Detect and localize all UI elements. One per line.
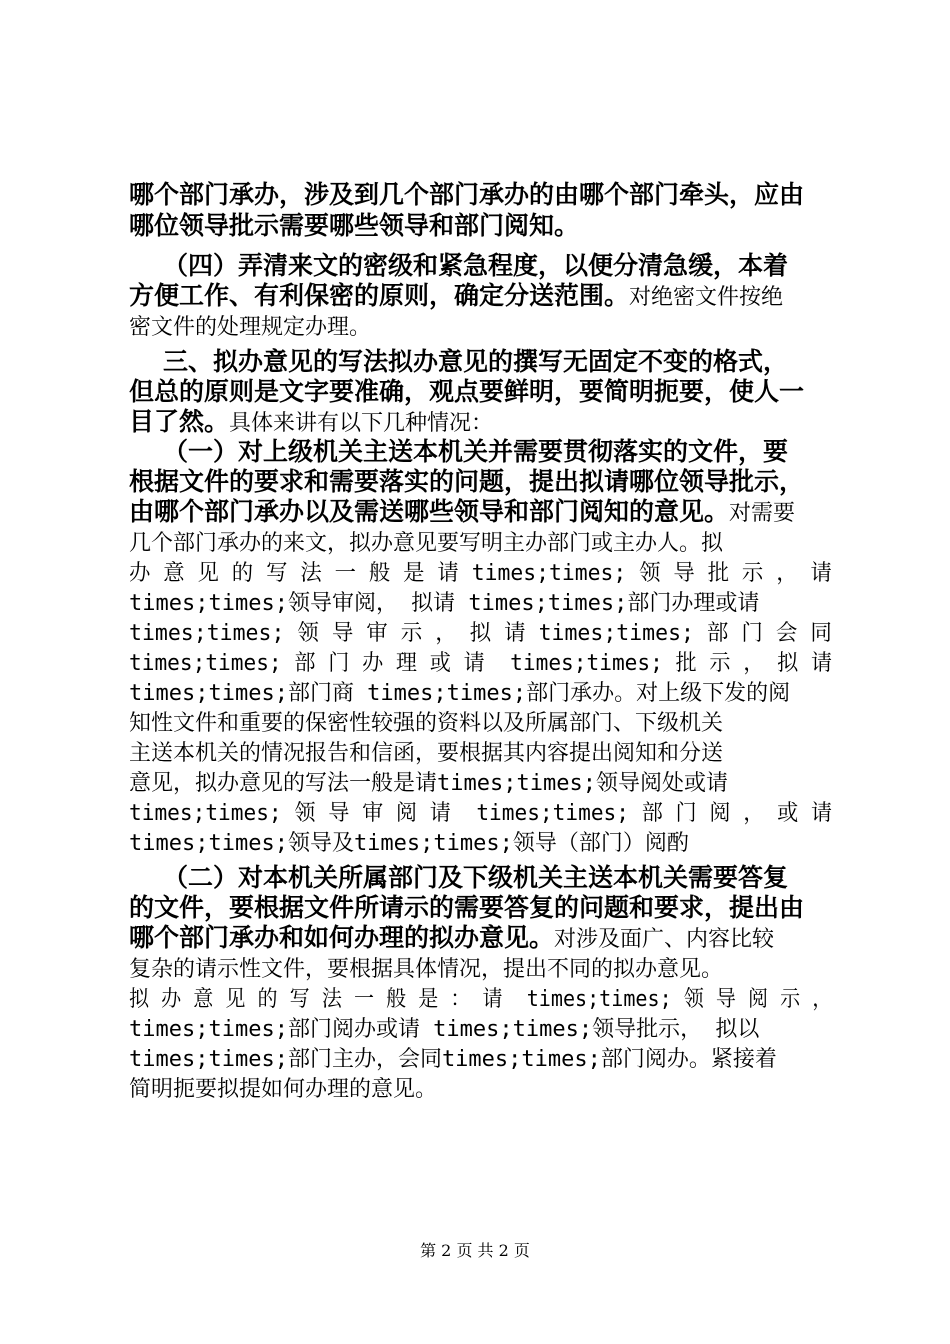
plain-text: times;times; 领 导 审 示 ， 拟 请 times;times; 部 门 会 同 [129, 621, 832, 646]
bold-text: 但总的原则是文字要准确，观点要鲜明，要简明扼要，使人一 [129, 377, 805, 406]
plain-text: times;times; 领 导 审 阅 请 times;times; 部 门 阅 ， 或 请 [129, 801, 833, 826]
plain-text: 主送本机关的情况报告和信函，要根据其内容提出阅知和分送 [129, 741, 724, 766]
text-line [129, 953, 723, 985]
text-line [129, 707, 723, 739]
bold-text: （一）对上级机关主送本机关并需要贯彻落实的文件，要 [163, 437, 789, 466]
plain-text: times;times;部门阅办或请 times;times;领导批示， 拟以 [129, 1017, 760, 1042]
text-line [129, 983, 832, 1015]
text-line [129, 1043, 777, 1075]
plain-text: 复杂的请示性文件，要根据具体情况，提出不同的拟办意见。 [129, 957, 724, 982]
text-line [129, 647, 832, 679]
bold-text: 的文件，要根据文件所请示的需要答复的问题和要求，提出由 [129, 893, 805, 922]
plain-text: times;times;部门主办，会同times;times;部门阅办。紧接着 [129, 1047, 777, 1072]
text-line [129, 211, 579, 241]
text-line [129, 617, 832, 649]
text-line [129, 737, 723, 769]
plain-text: 具体来讲有以下几种情况： [229, 411, 494, 436]
text-line [129, 497, 795, 529]
plain-text: 拟 办 意 见 的 写 法 一 般 是 ： 请 times;times; 领 导 阅 示 ， [129, 987, 833, 1012]
plain-text: 对需要 [729, 501, 796, 526]
text-line [129, 677, 790, 709]
plain-text: 意见，拟办意见的写法一般是请times;times;领导阅处或请 [129, 771, 728, 796]
bold-text: 由哪个部门承办以及需送哪些领导和部门阅知的意见。 [129, 497, 730, 526]
plain-text: 密文件的处理规定办理。 [129, 315, 372, 340]
bold-text: 哪个部门承办，涉及到几个部门承办的由哪个部门牵头，应由 [129, 180, 805, 209]
text-line [129, 797, 832, 829]
text-line [163, 437, 788, 467]
text-line [129, 407, 493, 439]
text-line [129, 827, 689, 859]
text-line [129, 587, 759, 619]
text-line [129, 767, 728, 799]
text-line [163, 347, 788, 377]
bold-text: 哪位领导批示需要哪些领导和部门阅知。 [129, 211, 580, 240]
text-line [163, 863, 788, 893]
bold-text: 哪个部门承办和如何办理的拟办意见。 [129, 923, 555, 952]
plain-text: 办 意 见 的 写 法 一 般 是 请 times;times; 领 导 批 示 ， 请 [129, 561, 832, 586]
plain-text: times;times;部门商 times;times;部门承办。对上级下发的阅 [129, 681, 791, 706]
text-line [129, 1073, 437, 1105]
text-line [163, 251, 788, 281]
text-line [129, 281, 783, 313]
text-line [129, 557, 832, 589]
bold-text: 三、拟办意见的写法拟办意见的撰写无固定不变的格式， [163, 347, 789, 376]
text-line [129, 527, 723, 559]
plain-text: 知性文件和重要的保密性较强的资料以及所属部门、下级机关 [129, 711, 724, 736]
text-line [129, 923, 774, 955]
text-line [129, 1013, 759, 1045]
plain-text: times;times;领导审阅， 拟请 times;times;部门办理或请 [129, 591, 760, 616]
bold-text: （二）对本机关所属部门及下级机关主送本机关需要答复 [163, 863, 789, 892]
text-line [129, 377, 804, 407]
bold-text: 根据文件的要求和需要落实的问题，提出拟请哪位领导批示， [129, 467, 805, 496]
text-line [129, 180, 804, 210]
plain-text: 几个部门承办的来文，拟办意见要写明主办部门或主办人。拟 [129, 531, 724, 556]
text-line [129, 311, 371, 343]
bold-text: 方便工作、有利保密的原则，确定分送范围。 [129, 281, 630, 310]
text-line [129, 893, 804, 923]
bold-text: 目了然。 [129, 407, 230, 436]
page-footer: 第 2 页 共 2 页 [420, 1241, 530, 1260]
plain-text: 对涉及面广、内容比较 [554, 927, 775, 952]
plain-text: times;times;领导及times;times;领导（部门）阅酌 [129, 831, 689, 856]
plain-text: 简明扼要拟提如何办理的意见。 [129, 1077, 438, 1102]
bold-text: （四）弄清来文的密级和紧急程度，以便分清急缓，本着 [163, 251, 789, 280]
text-line [129, 467, 804, 497]
plain-text: 对绝密文件按绝 [629, 285, 784, 310]
plain-text: times;times; 部 门 办 理 或 请 times;times; 批 示 ， 拟 请 [129, 651, 833, 676]
